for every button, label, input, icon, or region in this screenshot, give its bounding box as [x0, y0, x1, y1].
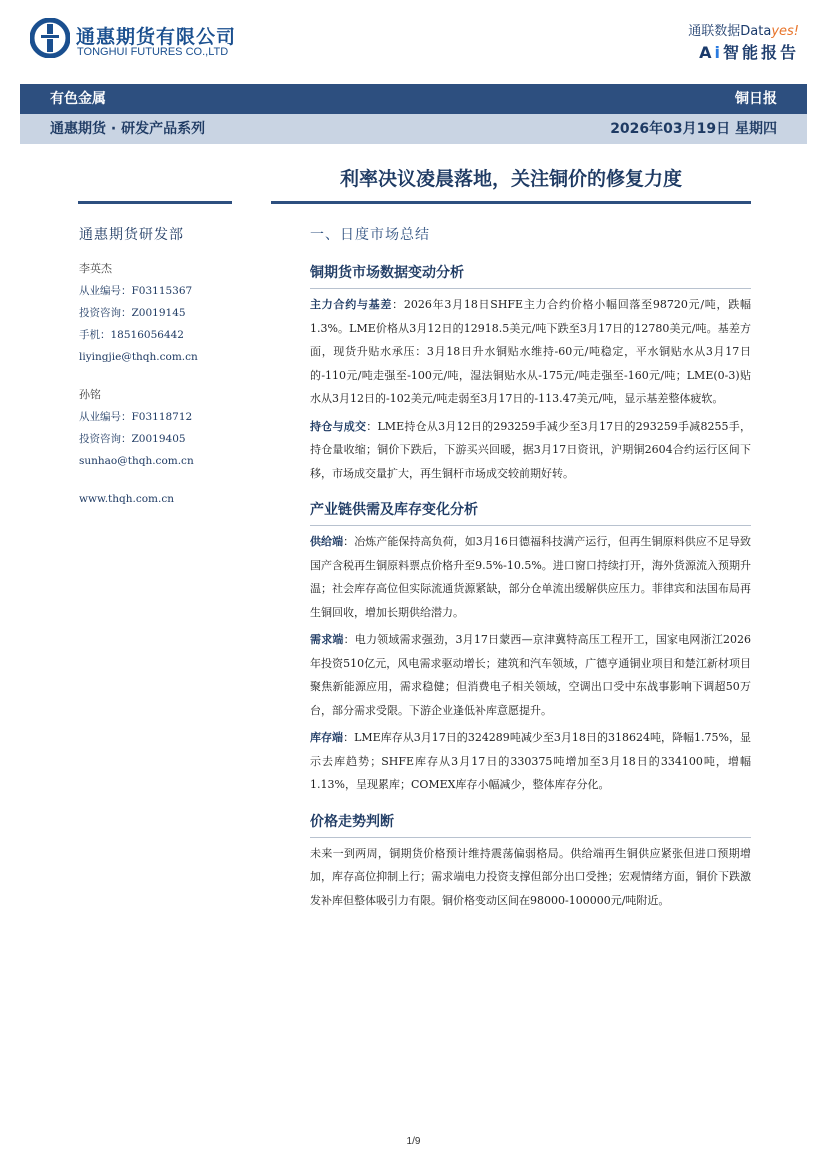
analyst-consult-id: 投资咨询：Z0019405	[79, 433, 186, 445]
paragraph-text: ：冶炼产能保持高负荷，如3月16日德福科技满产运行，但再生铜原料供应不足导致国产含税再生铜原料票点价格升至9.5%-10.5%。进口窗口持续打开，海外货源流入预期升温；社会库存高位但实际流通货源紧缺，部分仓单流出缓解供应压力。菲律宾和法国布局再生铜回收，增加长期供给潜力。	[310, 535, 751, 619]
section-heading: 一、日度市场总结	[310, 227, 430, 243]
analyst-phone: 手机：18516056442	[79, 329, 184, 341]
subsection-heading: 价格走势判断	[310, 811, 751, 838]
report-body	[310, 224, 751, 912]
paragraph	[310, 293, 751, 411]
paragraph-label: 持仓与成交	[310, 419, 367, 433]
analyst-email[interactable]: sunhao@thqh.com.cn	[79, 455, 194, 467]
paragraph-label: 供给端	[310, 535, 344, 548]
ai-report-prefix: A	[699, 43, 715, 62]
title-divider	[271, 201, 751, 204]
subsection-heading: 产业链供需及库存变化分析	[310, 499, 751, 526]
paragraph	[310, 628, 751, 722]
analyst-card	[79, 384, 259, 472]
series-band	[20, 114, 807, 144]
paragraph-label: 需求端	[310, 633, 344, 646]
partner-name-cn: 通联数据	[688, 24, 741, 39]
ai-report-i: i	[714, 43, 723, 62]
report-type-label: 铜日报	[735, 91, 777, 107]
company-website-link[interactable]: www.thqh.com.cn	[79, 493, 174, 505]
paragraph	[310, 415, 751, 486]
paragraph-label: 库存端	[310, 731, 344, 744]
analyst-license: 从业编号：F03115367	[79, 285, 193, 297]
paragraph-text: ：LME持仓从3月12日的293259手减少至3月17日的293259手减8255手，持仓量收缩；铜价下跌后，下游买兴回暖，据3月17日资讯，沪期铜2604合约运行区间下移，市场成交量扩大，再生铜杆市场成交较前期好转。	[310, 419, 751, 480]
partner-name-data: Data	[740, 24, 772, 39]
brand-name-en: TONGHUI FUTURES CO.,LTD	[77, 46, 229, 58]
subsection-heading: 铜期货市场数据变动分析	[310, 262, 751, 289]
series-label: 通惠期货 · 研发产品系列	[50, 121, 206, 137]
tonghui-logo-icon	[30, 18, 70, 58]
analyst-card	[79, 258, 259, 368]
analyst-name: 李英杰	[79, 262, 112, 275]
partner-name-yes: yes!	[771, 24, 799, 39]
brand-name-cn: 通惠期货有限公司	[76, 26, 237, 48]
paragraph-text: ：2026年3月18日SHFE主力合约价格小幅回落至98720元/吨，跌幅1.3%。LME价格从3月12日的12918.5美元/吨下跌至3月17日的12780美元/吨。基差方面，现货升贴水承压：3月18日升水铜贴水维持-60元/吨稳定，平水铜贴水从3月17日的-110元/吨走强至-100元/吨，湿法铜贴水从-175元/吨走强至-160元/吨；LME(0-3)贴水从3月12日的-102美元/吨走弱至3月17日的-113.47美元/吨，显示基差整体疲软。	[310, 298, 752, 405]
partner-logo	[688, 20, 799, 39]
paragraph-text: 未来一到两周，铜期货价格预计维持震荡偏弱格局。供给端再生铜供应紧张但进口预期增加，库存高位抑制上行；需求端电力投资支撑但部分出口受挫；宏观情绪方面，铜价下跌激发补库但整体吸引力有限。铜价格变动区间在98000-100000元/吨附近。	[310, 846, 751, 907]
paragraph-text: ：电力领域需求强劲，3月17日蒙西—京津冀特高压工程开工，国家电网浙江2026年投资510亿元，风电需求驱动增长；建筑和汽车领域，广德亨通铜业项目和楚江新材项目聚焦新能源应用，需求稳健；但消费电子相关领域，空调出口受中东战事影响下调超50万台，部分需求受限。下游企业逢低补库意愿提升。	[310, 633, 751, 717]
report-header	[0, 0, 827, 80]
analyst-name: 孙铭	[79, 388, 101, 401]
analyst-consult-id: 投资咨询：Z0019145	[79, 307, 186, 319]
analyst-sidebar	[79, 224, 259, 510]
category-label: 有色金属	[50, 91, 106, 107]
paragraph-text: ：LME库存从3月17日的324289吨减少至3月18日的318624吨，降幅1.75%，显示去库趋势；SHFE库存从3月17日的330375吨增加至3月18日的334100吨，增幅1.13%，呈现累库；COMEX库存小幅减少，整体库存分化。	[310, 731, 752, 791]
report-date: 2026年03月19日 星期四	[610, 121, 777, 137]
paragraph	[310, 726, 751, 797]
paragraph	[310, 842, 751, 913]
paragraph	[310, 530, 751, 624]
report-title: 利率决议凌晨落地，关注铜价的修复力度	[339, 168, 682, 190]
paragraph-label: 主力合约与基差	[310, 298, 393, 311]
sidebar-divider	[78, 201, 232, 204]
department-name: 通惠期货研发部	[79, 227, 184, 243]
analyst-license: 从业编号：F03118712	[79, 411, 193, 423]
ai-report-text: 智能报告	[722, 43, 799, 62]
category-band	[20, 84, 807, 114]
ai-report-label	[699, 40, 799, 63]
analyst-email[interactable]: liyingjie@thqh.com.cn	[79, 351, 198, 363]
page-number: 1/9	[406, 1136, 421, 1147]
